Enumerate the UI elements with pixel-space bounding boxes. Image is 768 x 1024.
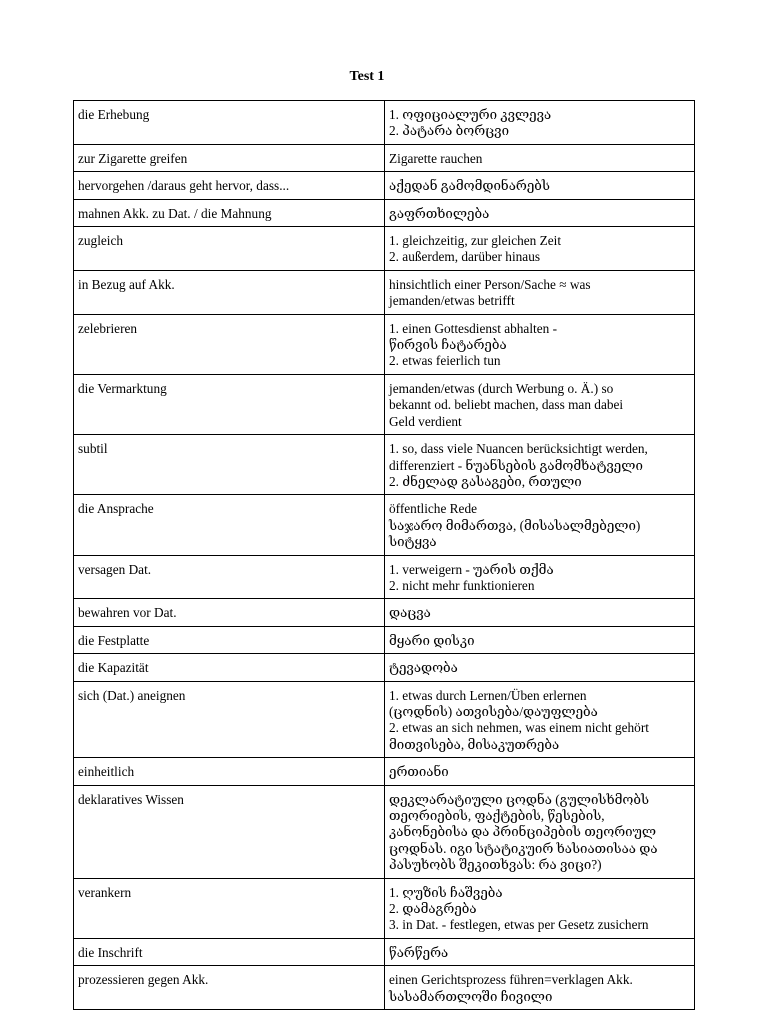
table-row — [74, 144, 695, 171]
definition-cell — [385, 938, 695, 965]
definition-line: einen Gerichtsprozess führen=verklagen Akk. — [389, 972, 633, 988]
definition-cell — [385, 599, 695, 626]
term-cell — [74, 681, 385, 758]
term-cell — [74, 144, 385, 171]
definition-line: პასუხობს შეკითხვას: რა ვიცი?) — [389, 857, 602, 873]
table-row — [74, 626, 695, 653]
term-cell — [74, 626, 385, 653]
definition-line: წარწერა — [389, 944, 449, 960]
term-text: die Erhebung — [78, 107, 150, 122]
definition-line: აქედან გამომდინარებს — [389, 178, 550, 194]
definition-cell — [385, 785, 695, 878]
definition-cell — [385, 172, 695, 199]
table-row — [74, 785, 695, 878]
term-text: deklaratives Wissen — [78, 791, 184, 807]
term-text: in Bezug auf Akk. — [78, 276, 175, 292]
definition-line: jemanden/etwas (durch Werbung o. Ä.) so — [389, 380, 614, 396]
definition-cell — [385, 681, 695, 758]
table-row — [74, 758, 695, 785]
definition-line: (ცოდნის) ათვისება/დაუფლება — [389, 703, 598, 719]
definition-cell — [385, 314, 695, 374]
definition-line: Zigarette rauchen — [389, 150, 483, 166]
term-cell — [74, 599, 385, 626]
definition-line: საჯარო მიმართვა, (მისასალმებელი) — [389, 517, 641, 533]
table-row — [74, 101, 695, 145]
term-cell — [74, 938, 385, 965]
definition-line: დეკლარატიული ცოდნა (გულისხმობს — [389, 791, 650, 807]
definition-cell — [385, 555, 695, 599]
table-row — [74, 227, 695, 271]
term-text: hervorgehen /daraus geht hervor, dass... — [78, 178, 290, 194]
definition-cell — [385, 878, 695, 938]
definition-line: ცოდნას. იგი სტატიკუირ ხასიათისაა და — [389, 840, 658, 856]
definition-line: გაფრთხილება — [389, 205, 490, 221]
term-cell — [74, 966, 385, 1010]
definition-line: jemanden/etwas betrifft — [389, 293, 515, 309]
definition-cell — [385, 227, 695, 271]
term-text: zelebrieren — [78, 320, 138, 336]
term-text: versagen Dat. — [78, 561, 152, 577]
definition-line: 1. ოფიციალური კვლევა — [389, 107, 552, 122]
definition-line: 2. პატარა ბორცვი — [389, 123, 510, 139]
table-row — [74, 599, 695, 626]
definition-line: მითვისება, მისაკუთრება — [389, 736, 560, 752]
term-text: verankern — [78, 884, 132, 900]
definition-line: 1. etwas durch Lernen/Üben erlernen — [389, 687, 587, 703]
definition-line: 2. დამაგრება — [389, 901, 477, 917]
term-text: die Vermarktung — [78, 380, 167, 396]
term-text: prozessieren gegen Akk. — [78, 972, 209, 988]
term-cell — [74, 374, 385, 434]
term-text: die Festplatte — [78, 632, 150, 648]
table-row — [74, 878, 695, 938]
term-text: zur Zigarette greifen — [78, 150, 188, 166]
table-row — [74, 966, 695, 1010]
term-cell — [74, 555, 385, 599]
definition-line: 1. so, dass viele Nuancen berücksichtigt werden, — [389, 441, 648, 457]
table-row — [74, 495, 695, 555]
definition-line: მყარი დისკი — [389, 632, 475, 648]
definition-line: 1. verweigern - უარის თქმა — [389, 561, 554, 577]
term-text: einheitlich — [78, 764, 135, 780]
term-text: subtil — [78, 441, 108, 457]
term-text: die Inschrift — [78, 944, 143, 960]
definition-line: 1. gleichzeitig, zur gleichen Zeit — [389, 233, 562, 249]
definition-line: 3. in Dat. - festlegen, etwas per Gesetz zusichern — [389, 917, 649, 933]
table-row — [74, 938, 695, 965]
definition-cell — [385, 654, 695, 681]
term-cell — [74, 435, 385, 495]
definition-line: bekannt od. beliebt machen, dass man dabei — [389, 397, 624, 413]
term-text: bewahren vor Dat. — [78, 605, 177, 621]
definition-line: 2. ძნელად გასაგები, რთული — [389, 473, 582, 489]
definition-cell — [385, 966, 695, 1010]
vocabulary-table — [73, 100, 695, 1010]
term-cell — [74, 172, 385, 199]
definition-line: ერთიანი — [389, 764, 449, 780]
definition-cell — [385, 495, 695, 555]
definition-line: სასამართლოში ჩივილი — [389, 988, 553, 1004]
definition-line: differenziert - ნუანსების გამომხატველი — [389, 457, 643, 473]
definition-cell — [385, 199, 695, 226]
table-row — [74, 270, 695, 314]
term-text: sich (Dat.) aneignen — [78, 687, 186, 703]
table-row — [74, 654, 695, 681]
definition-line: 2. außerdem, darüber hinaus — [389, 249, 541, 265]
definition-line: წირვის ჩატარება — [389, 337, 507, 353]
definition-cell — [385, 144, 695, 171]
table-row — [74, 435, 695, 495]
term-cell — [74, 785, 385, 878]
definition-cell — [385, 374, 695, 434]
definition-line: 2. etwas an sich nehmen, was einem nicht gehört — [389, 720, 649, 736]
term-cell — [74, 227, 385, 271]
definition-cell — [385, 758, 695, 785]
table-row — [74, 681, 695, 758]
table-row — [74, 314, 695, 374]
definition-line: 2. etwas feierlich tun — [389, 353, 501, 369]
definition-cell — [385, 626, 695, 653]
document-title: Test 1 — [349, 69, 385, 84]
term-text: mahnen Akk. zu Dat. / die Mahnung — [78, 205, 272, 221]
definition-line: 1. ღუზის ჩაშვება — [389, 884, 503, 900]
definition-line: Geld verdient — [389, 413, 462, 429]
definition-line: hinsichtlich einer Person/Sache ≈ was — [389, 276, 591, 292]
term-text: die Kapazität — [78, 660, 149, 676]
table-row — [74, 172, 695, 199]
definition-line: 2. nicht mehr funktionieren — [389, 577, 535, 593]
definition-line: 1. einen Gottesdienst abhalten - — [389, 320, 558, 336]
table-row — [74, 374, 695, 434]
term-cell — [74, 199, 385, 226]
table-row — [74, 555, 695, 599]
definition-cell — [385, 270, 695, 314]
definition-line: öffentliche Rede — [389, 501, 477, 517]
term-cell — [74, 101, 385, 145]
definition-line: სიტყვა — [389, 534, 437, 550]
definition-line: კანონებისა და პრინციპების თეორიულ — [389, 824, 657, 840]
table-row — [74, 199, 695, 226]
definition-cell — [385, 101, 695, 145]
term-cell — [74, 654, 385, 681]
definition-line: თეორიების, ფაქტების, წესების, — [389, 808, 605, 823]
term-cell — [74, 878, 385, 938]
term-cell — [74, 758, 385, 785]
term-cell — [74, 314, 385, 374]
definition-cell — [385, 435, 695, 495]
definition-line: დაცვა — [389, 605, 431, 621]
term-text: die Ansprache — [78, 501, 154, 517]
definition-line: ტევადობა — [389, 660, 458, 676]
term-text: zugleich — [78, 233, 124, 249]
term-cell — [74, 495, 385, 555]
term-cell — [74, 270, 385, 314]
